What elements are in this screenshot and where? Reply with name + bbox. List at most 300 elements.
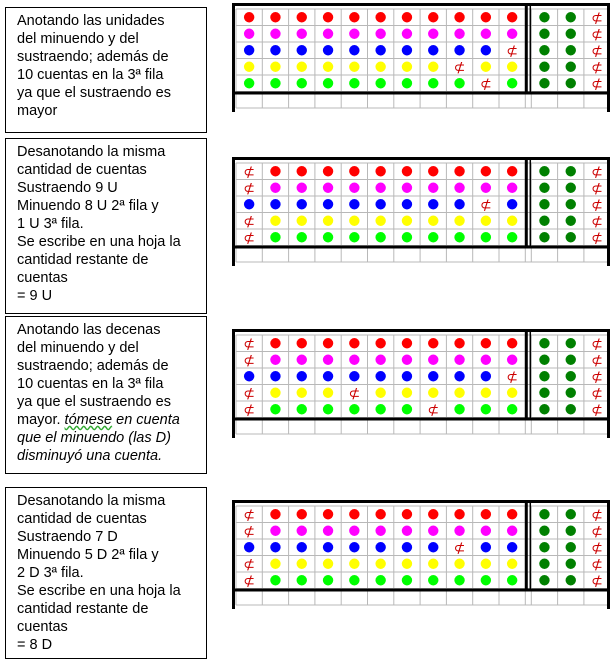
- bead-darkgreen: [566, 199, 576, 209]
- explanation-box-4: [5, 487, 207, 659]
- explanation-line: Se escribe en una hoja la: [17, 583, 181, 599]
- bead-magenta: [507, 29, 517, 39]
- bead-red: [297, 12, 307, 22]
- bead-blue: [323, 199, 333, 209]
- bead-blue: [297, 542, 307, 552]
- crossed-bead-mark: ⊄: [243, 507, 256, 524]
- bead-yellow: [297, 216, 307, 226]
- bead-yellow: [428, 216, 438, 226]
- bead-darkgreen: [539, 388, 549, 398]
- bead-green: [481, 232, 491, 242]
- crossed-bead-mark: ⊄: [243, 213, 256, 230]
- explanation-line-italic: que el minuendo (las D): [17, 430, 171, 446]
- crossed-bead-mark: ⊄: [243, 336, 256, 353]
- bead-red: [428, 338, 438, 348]
- bead-blue: [270, 45, 280, 55]
- crossed-bead-mark: ⊄: [591, 523, 603, 540]
- crossed-bead-mark: ⊄: [243, 523, 256, 540]
- bead-blue: [402, 371, 412, 381]
- explanation-text-emphasis: tómese: [64, 412, 113, 428]
- bead-blue: [349, 45, 359, 55]
- bead-yellow: [402, 62, 412, 72]
- bead-magenta: [323, 526, 333, 536]
- bead-green: [507, 232, 517, 242]
- bead-magenta: [323, 355, 333, 365]
- bead-darkgreen: [566, 509, 576, 519]
- bead-magenta: [481, 29, 491, 39]
- crossed-bead-mark: ⊄: [243, 230, 256, 247]
- explanation-box-3: [5, 316, 207, 474]
- bead-red: [270, 338, 280, 348]
- explanation-line: Anotando las unidades: [17, 13, 165, 29]
- bead-green: [297, 575, 307, 585]
- bead-red: [297, 509, 307, 519]
- bead-blue: [349, 199, 359, 209]
- bead-darkgreen: [539, 78, 549, 88]
- bead-blue: [375, 542, 385, 552]
- explanation-line: Desanotando la misma: [17, 144, 166, 160]
- bead-green: [428, 232, 438, 242]
- bead-yellow: [507, 388, 517, 398]
- bead-darkgreen: [566, 575, 576, 585]
- bead-red: [323, 12, 333, 22]
- bead-yellow: [428, 62, 438, 72]
- bead-green: [349, 232, 359, 242]
- bead-blue: [270, 542, 280, 552]
- bead-darkgreen: [566, 371, 576, 381]
- bead-green: [270, 78, 280, 88]
- bead-darkgreen: [566, 542, 576, 552]
- crossed-bead-mark: ⊄: [591, 230, 603, 247]
- bead-darkgreen: [566, 338, 576, 348]
- bead-yellow: [375, 62, 385, 72]
- bead-green: [375, 404, 385, 414]
- crossed-bead-mark: ⊄: [591, 369, 603, 386]
- bead-yellow: [349, 559, 359, 569]
- bead-red: [454, 338, 464, 348]
- bead-magenta: [375, 183, 385, 193]
- bead-green: [323, 232, 333, 242]
- bead-red: [297, 338, 307, 348]
- abacus-svg: [232, 500, 610, 610]
- explanation-line: cuentas: [17, 619, 68, 635]
- bead-blue: [375, 371, 385, 381]
- bead-yellow: [454, 388, 464, 398]
- bead-yellow: [270, 388, 280, 398]
- bead-blue: [402, 199, 412, 209]
- bead-blue: [402, 45, 412, 55]
- bead-blue: [244, 45, 254, 55]
- abacus-board-3: [232, 329, 610, 439]
- bead-red: [349, 509, 359, 519]
- crossed-bead-mark: ⊄: [243, 180, 256, 197]
- crossed-bead-mark: ⊄: [591, 76, 603, 93]
- bead-yellow: [323, 559, 333, 569]
- bead-red: [454, 12, 464, 22]
- bead-magenta: [270, 183, 280, 193]
- bead-magenta: [428, 526, 438, 536]
- bead-darkgreen: [539, 575, 549, 585]
- crossed-bead-mark: ⊄: [591, 164, 603, 181]
- crossed-bead-mark: ⊄: [591, 507, 603, 524]
- bead-magenta: [454, 183, 464, 193]
- bead-blue: [323, 45, 333, 55]
- bead-red: [349, 166, 359, 176]
- bead-red: [297, 166, 307, 176]
- explanation-text: mayor.: [17, 412, 65, 428]
- bead-green: [402, 78, 412, 88]
- abacus-svg: [232, 157, 610, 267]
- bead-magenta: [507, 355, 517, 365]
- bead-yellow: [402, 216, 412, 226]
- explanation-line: Se escribe en una hoja la: [17, 234, 181, 250]
- crossed-bead-mark: ⊄: [243, 402, 256, 419]
- bead-darkgreen: [539, 338, 549, 348]
- bead-red: [428, 166, 438, 176]
- explanation-line: Sustraendo 9 U: [17, 180, 118, 196]
- bead-yellow: [375, 216, 385, 226]
- explanation-box-2: [5, 138, 207, 314]
- bead-darkgreen: [539, 12, 549, 22]
- crossed-bead-mark: ⊄: [506, 43, 519, 60]
- bead-yellow: [323, 216, 333, 226]
- explanation-line: 10 cuentas en la 3ª fila: [17, 376, 164, 392]
- bead-yellow: [481, 559, 491, 569]
- bead-red: [375, 12, 385, 22]
- bead-green: [481, 404, 491, 414]
- bead-darkgreen: [539, 371, 549, 381]
- bead-darkgreen: [539, 45, 549, 55]
- bead-darkgreen: [566, 526, 576, 536]
- explanation-line: ya que el sustraendo es: [17, 85, 171, 101]
- crossed-bead-mark: ⊄: [243, 573, 256, 590]
- explanation-line: Anotando las decenas: [17, 322, 161, 338]
- bead-red: [454, 509, 464, 519]
- crossed-bead-mark: ⊄: [591, 385, 603, 402]
- explanation-line: sustraendo; además de: [17, 49, 169, 65]
- bead-green: [481, 575, 491, 585]
- bead-magenta: [323, 29, 333, 39]
- explanation-line-mixed: [17, 411, 198, 429]
- bead-magenta: [244, 29, 254, 39]
- bead-green: [375, 575, 385, 585]
- abacus-svg: [232, 3, 610, 113]
- explanation-line: = 8 D: [17, 637, 53, 653]
- crossed-bead-mark: ⊄: [591, 213, 603, 230]
- bead-yellow: [454, 216, 464, 226]
- bead-red: [481, 509, 491, 519]
- bead-green: [454, 78, 464, 88]
- crossed-bead-mark: ⊄: [243, 352, 256, 369]
- bead-blue: [375, 199, 385, 209]
- bead-red: [323, 166, 333, 176]
- bead-red: [481, 166, 491, 176]
- bead-blue: [428, 199, 438, 209]
- bead-green: [323, 78, 333, 88]
- bead-blue: [402, 542, 412, 552]
- bead-darkgreen: [566, 216, 576, 226]
- bead-yellow: [297, 559, 307, 569]
- bead-red: [375, 338, 385, 348]
- bead-yellow: [349, 216, 359, 226]
- crossed-bead-mark: ⊄: [591, 197, 603, 214]
- bead-magenta: [481, 526, 491, 536]
- bead-blue: [323, 371, 333, 381]
- bead-darkgreen: [539, 183, 549, 193]
- bead-magenta: [402, 29, 412, 39]
- bead-yellow: [454, 559, 464, 569]
- crossed-bead-mark: ⊄: [591, 336, 603, 353]
- bead-green: [349, 404, 359, 414]
- bead-green: [428, 575, 438, 585]
- bead-red: [402, 166, 412, 176]
- bead-magenta: [507, 183, 517, 193]
- explanation-line: 1 U 3ª fila.: [17, 216, 84, 232]
- bead-blue: [349, 542, 359, 552]
- bead-blue: [270, 199, 280, 209]
- bead-blue: [507, 542, 517, 552]
- bead-blue: [297, 371, 307, 381]
- bead-blue: [454, 371, 464, 381]
- bead-red: [375, 166, 385, 176]
- bead-green: [402, 575, 412, 585]
- bead-magenta: [297, 183, 307, 193]
- bead-green: [402, 232, 412, 242]
- crossed-bead-mark: ⊄: [591, 556, 603, 573]
- explanation-line: Minuendo 5 D 2ª fila y: [17, 547, 159, 563]
- bead-darkgreen: [539, 166, 549, 176]
- bead-green: [270, 232, 280, 242]
- bead-magenta: [349, 183, 359, 193]
- bead-blue: [297, 199, 307, 209]
- bead-green: [454, 575, 464, 585]
- crossed-bead-mark: ⊄: [591, 180, 603, 197]
- bead-darkgreen: [566, 388, 576, 398]
- bead-green: [270, 575, 280, 585]
- bead-red: [402, 12, 412, 22]
- explanation-line: 10 cuentas en la 3ª fila: [17, 67, 164, 83]
- bead-red: [507, 12, 517, 22]
- bead-magenta: [402, 183, 412, 193]
- crossed-bead-mark: ⊄: [453, 540, 466, 557]
- bead-magenta: [270, 355, 280, 365]
- crossed-bead-mark: ⊄: [453, 59, 466, 76]
- bead-yellow: [323, 388, 333, 398]
- bead-yellow: [244, 62, 254, 72]
- bead-green: [297, 232, 307, 242]
- bead-green: [244, 78, 254, 88]
- bead-magenta: [428, 355, 438, 365]
- crossed-bead-mark: ⊄: [591, 573, 603, 590]
- bead-magenta: [454, 526, 464, 536]
- explanation-line: Minuendo 8 U 2ª fila y: [17, 198, 159, 214]
- bead-blue: [428, 371, 438, 381]
- explanation-text-italic: en cuenta: [112, 412, 180, 428]
- bead-red: [349, 338, 359, 348]
- bead-red: [270, 509, 280, 519]
- bead-blue: [349, 371, 359, 381]
- bead-darkgreen: [566, 166, 576, 176]
- bead-darkgreen: [566, 45, 576, 55]
- bead-green: [507, 404, 517, 414]
- bead-darkgreen: [566, 355, 576, 365]
- bead-yellow: [375, 559, 385, 569]
- bead-green: [454, 404, 464, 414]
- explanation-line: = 9 U: [17, 288, 53, 304]
- bead-red: [507, 166, 517, 176]
- bead-red: [428, 509, 438, 519]
- explanation-box-1: [5, 7, 207, 133]
- bead-magenta: [428, 29, 438, 39]
- bead-magenta: [454, 355, 464, 365]
- bead-red: [481, 338, 491, 348]
- bead-darkgreen: [539, 29, 549, 39]
- bead-yellow: [428, 388, 438, 398]
- bead-blue: [481, 371, 491, 381]
- abacus-board-1: [232, 3, 610, 113]
- bead-darkgreen: [539, 559, 549, 569]
- explanation-line: ya que el sustraendo es: [17, 394, 171, 410]
- bead-darkgreen: [539, 199, 549, 209]
- bead-green: [323, 575, 333, 585]
- bead-darkgreen: [539, 355, 549, 365]
- bead-yellow: [507, 559, 517, 569]
- bead-green: [375, 78, 385, 88]
- bead-blue: [454, 45, 464, 55]
- crossed-bead-mark: ⊄: [243, 164, 256, 181]
- explanation-line: cantidad de cuentas: [17, 511, 147, 527]
- explanation-line: sustraendo; además de: [17, 358, 169, 374]
- bead-blue: [270, 371, 280, 381]
- crossed-bead-mark: ⊄: [591, 26, 603, 43]
- explanation-line: cantidad restante de: [17, 252, 149, 268]
- bead-magenta: [375, 355, 385, 365]
- bead-blue: [428, 542, 438, 552]
- explanation-line: mayor: [17, 103, 58, 119]
- bead-darkgreen: [566, 12, 576, 22]
- bead-red: [375, 509, 385, 519]
- bead-green: [454, 232, 464, 242]
- abacus-board-2: [232, 157, 610, 267]
- bead-red: [507, 509, 517, 519]
- bead-red: [244, 12, 254, 22]
- bead-magenta: [428, 183, 438, 193]
- bead-yellow: [507, 62, 517, 72]
- bead-yellow: [375, 388, 385, 398]
- bead-darkgreen: [566, 78, 576, 88]
- explanation-line: Desanotando la misma: [17, 493, 166, 509]
- bead-blue: [428, 45, 438, 55]
- bead-blue: [244, 542, 254, 552]
- bead-yellow: [323, 62, 333, 72]
- bead-magenta: [323, 183, 333, 193]
- bead-darkgreen: [566, 232, 576, 242]
- bead-blue: [323, 542, 333, 552]
- bead-darkgreen: [539, 232, 549, 242]
- crossed-bead-mark: ⊄: [591, 402, 603, 419]
- bead-blue: [454, 199, 464, 209]
- bead-green: [349, 575, 359, 585]
- bead-yellow: [297, 388, 307, 398]
- bead-yellow: [270, 559, 280, 569]
- bead-yellow: [270, 216, 280, 226]
- bead-green: [270, 404, 280, 414]
- bead-red: [270, 12, 280, 22]
- bead-blue: [481, 542, 491, 552]
- bead-magenta: [481, 183, 491, 193]
- bead-yellow: [402, 559, 412, 569]
- crossed-bead-mark: ⊄: [479, 76, 492, 93]
- bead-blue: [244, 371, 254, 381]
- explanation-line: Sustraendo 7 D: [17, 529, 118, 545]
- crossed-bead-mark: ⊄: [591, 59, 603, 76]
- crossed-bead-mark: ⊄: [591, 352, 603, 369]
- bead-yellow: [402, 388, 412, 398]
- crossed-bead-mark: ⊄: [427, 402, 440, 419]
- explanation-line: cuentas: [17, 270, 68, 286]
- explanation-line: del minuendo y del: [17, 340, 139, 356]
- bead-red: [323, 509, 333, 519]
- bead-darkgreen: [539, 62, 549, 72]
- bead-magenta: [507, 526, 517, 536]
- bead-yellow: [428, 559, 438, 569]
- bead-red: [270, 166, 280, 176]
- bead-darkgreen: [566, 183, 576, 193]
- explanation-line: 2 D 3ª fila.: [17, 565, 84, 581]
- bead-yellow: [507, 216, 517, 226]
- bead-magenta: [481, 355, 491, 365]
- bead-darkgreen: [566, 29, 576, 39]
- bead-red: [481, 12, 491, 22]
- bead-darkgreen: [566, 62, 576, 72]
- bead-blue: [481, 45, 491, 55]
- bead-red: [507, 338, 517, 348]
- bead-magenta: [349, 355, 359, 365]
- bead-blue: [507, 199, 517, 209]
- bead-red: [428, 12, 438, 22]
- bead-magenta: [349, 526, 359, 536]
- bead-red: [349, 12, 359, 22]
- bead-magenta: [297, 29, 307, 39]
- bead-darkgreen: [539, 542, 549, 552]
- crossed-bead-mark: ⊄: [243, 556, 256, 573]
- crossed-bead-mark: ⊄: [506, 369, 519, 386]
- bead-green: [375, 232, 385, 242]
- bead-darkgreen: [539, 509, 549, 519]
- bead-darkgreen: [539, 404, 549, 414]
- explanation-line: del minuendo y del: [17, 31, 139, 47]
- crossed-bead-mark: ⊄: [591, 43, 603, 60]
- bead-yellow: [481, 388, 491, 398]
- crossed-bead-mark: ⊄: [591, 540, 603, 557]
- bead-magenta: [349, 29, 359, 39]
- abacus-board-4: [232, 500, 610, 610]
- bead-red: [454, 166, 464, 176]
- bead-magenta: [375, 29, 385, 39]
- crossed-bead-mark: ⊄: [243, 385, 256, 402]
- bead-red: [402, 509, 412, 519]
- bead-blue: [297, 45, 307, 55]
- bead-green: [297, 404, 307, 414]
- bead-green: [402, 404, 412, 414]
- crossed-bead-mark: ⊄: [479, 197, 492, 214]
- bead-yellow: [270, 62, 280, 72]
- bead-darkgreen: [566, 404, 576, 414]
- explanation-line: cantidad de cuentas: [17, 162, 147, 178]
- bead-darkgreen: [539, 526, 549, 536]
- bead-green: [507, 575, 517, 585]
- bead-green: [297, 78, 307, 88]
